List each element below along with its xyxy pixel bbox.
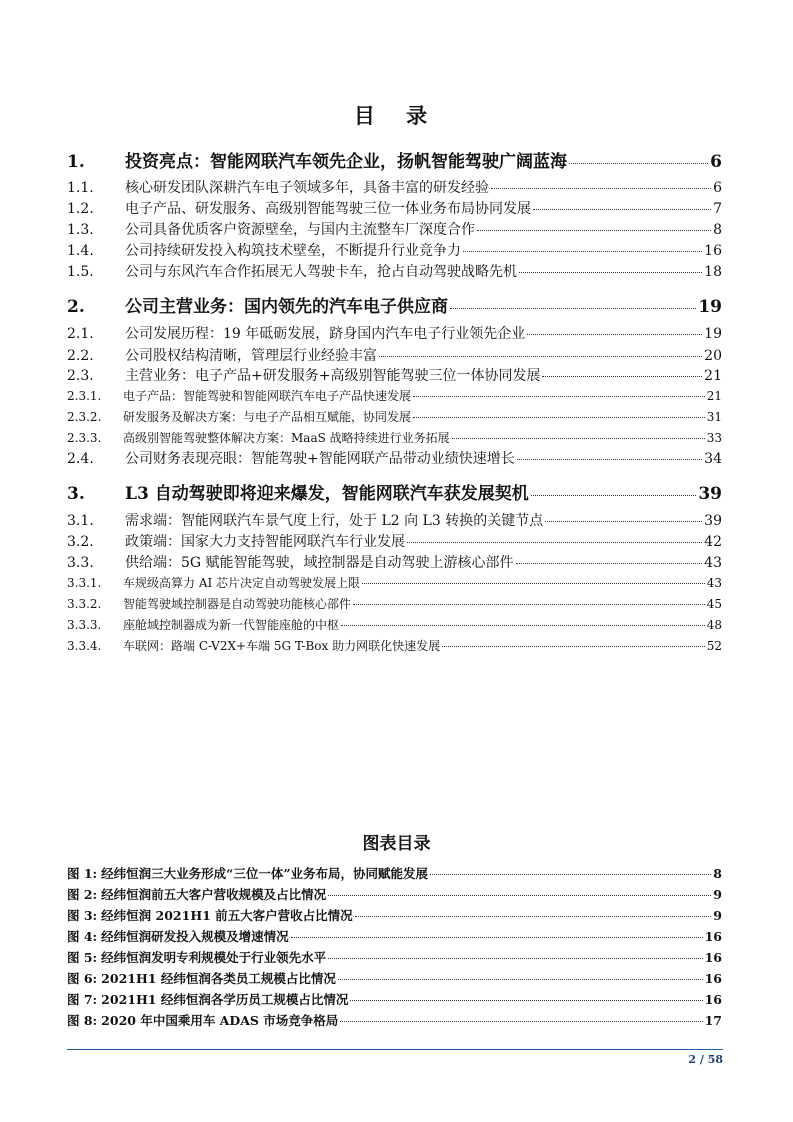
- dot-leader: [477, 230, 711, 231]
- entry-page: 19: [704, 326, 722, 342]
- dot-leader: [542, 376, 702, 377]
- toc-entry[interactable]: [67, 616, 722, 633]
- entry-number: 2.: [67, 297, 85, 317]
- entry-title: 2020 年中国乘用车 ADAS 市场竞争格局: [101, 1013, 339, 1028]
- dot-leader: [328, 895, 711, 896]
- entry-number: 图 4:: [67, 929, 98, 944]
- figure-entry[interactable]: [67, 885, 722, 903]
- entry-title: 主营业务：电子产品+研发服务+高级别智能驾驶三位一体协同发展: [125, 368, 541, 384]
- figure-entry[interactable]: [67, 864, 722, 882]
- entry-page: 21: [706, 389, 722, 403]
- toc-entry[interactable]: [67, 574, 722, 591]
- entry-page: 19: [698, 297, 722, 317]
- entry-title: 研发服务及解决方案：与电子产品相互赋能，协同发展: [123, 410, 412, 424]
- dot-leader: [452, 438, 705, 439]
- dot-leader: [442, 646, 705, 647]
- toc-entry[interactable]: [67, 448, 722, 468]
- dot-leader: [379, 356, 702, 357]
- toc-entry[interactable]: [67, 387, 722, 404]
- entry-number: 2.4.: [67, 451, 94, 467]
- entry-page: 48: [706, 618, 722, 632]
- dot-leader: [413, 417, 705, 418]
- entry-number: 2.3.: [67, 368, 94, 384]
- figure-entry[interactable]: [67, 969, 722, 987]
- entry-number: 3.3.2.: [67, 597, 102, 611]
- figure-entry[interactable]: [67, 906, 722, 924]
- entry-page: 18: [704, 264, 722, 280]
- figure-entry[interactable]: [67, 990, 722, 1008]
- entry-page: 9: [713, 908, 722, 923]
- entry-page: 8: [713, 866, 722, 881]
- entry-number: 1.2.: [67, 201, 94, 217]
- entry-number: 1.4.: [67, 243, 94, 259]
- entry-page: 16: [704, 971, 722, 986]
- entry-number: 图 3:: [67, 908, 98, 923]
- figure-entry[interactable]: [67, 948, 722, 966]
- dot-leader: [491, 188, 711, 189]
- toc-entry[interactable]: [67, 345, 722, 365]
- toc-entry[interactable]: [67, 479, 722, 504]
- toc-entry[interactable]: [67, 408, 722, 425]
- dot-leader: [338, 979, 703, 980]
- page-number: 2 / 58: [688, 1053, 723, 1066]
- entry-page: 17: [704, 1013, 722, 1028]
- dot-leader: [291, 937, 703, 938]
- dot-leader: [450, 308, 696, 309]
- entry-page: 52: [706, 639, 722, 653]
- figure-entry[interactable]: [67, 927, 722, 945]
- entry-page: 43: [706, 576, 722, 590]
- entry-page: 39: [698, 484, 722, 504]
- footer-divider: [67, 1049, 723, 1050]
- toc-entry[interactable]: [67, 147, 722, 172]
- entry-title: 公司与东风汽车合作拓展无人驾驶卡车，抢占自动驾驶战略先机: [125, 264, 517, 280]
- entry-number: 1.: [67, 152, 85, 172]
- entry-page: 6: [710, 152, 722, 172]
- dot-leader: [533, 209, 711, 210]
- entry-number: 3.3.4.: [67, 639, 102, 653]
- entry-number: 1.3.: [67, 222, 94, 238]
- entry-title: 座舱域控制器成为新一代智能座舱的中枢: [123, 618, 340, 632]
- entry-page: 8: [713, 222, 722, 238]
- toc-entry[interactable]: [67, 240, 722, 260]
- entry-title: 公司主营业务：国内领先的汽车电子供应商: [125, 297, 448, 317]
- entry-number: 1.1.: [67, 180, 94, 196]
- entry-title: 经纬恒润 2021H1 前五大客户营收占比情况: [101, 908, 353, 923]
- entry-number: 图 8:: [67, 1013, 98, 1028]
- dot-leader: [362, 583, 705, 584]
- dot-leader: [527, 334, 702, 335]
- entry-title: 公司发展历程：19 年砥砺发展，跻身国内汽车电子行业领先企业: [125, 326, 526, 342]
- toc-entry[interactable]: [67, 292, 722, 317]
- toc-entry[interactable]: [67, 595, 722, 612]
- entry-title: L3 自动驾驶即将迎来爆发，智能网联汽车获发展契机: [125, 484, 529, 504]
- toc-entry[interactable]: [67, 429, 722, 446]
- entry-title: 经纬恒润前五大客户营收规模及占比情况: [101, 887, 327, 902]
- entry-title: 车联网：路端 C-V2X+车端 5G T-Box 助力网联化快速发展: [123, 639, 441, 653]
- entry-page: 45: [706, 597, 722, 611]
- entry-number: 3.3.: [67, 555, 94, 571]
- figure-entry[interactable]: [67, 1011, 722, 1029]
- toc-entry[interactable]: [67, 219, 722, 239]
- entry-number: 2.3.1.: [67, 389, 102, 403]
- dot-leader: [353, 604, 705, 605]
- entry-number: 1.5.: [67, 264, 94, 280]
- toc-entry[interactable]: [67, 323, 722, 343]
- entry-title: 经纬恒润三大业务形成“三位一体”业务布局，协同赋能发展: [101, 866, 429, 881]
- toc-entry[interactable]: [67, 261, 722, 281]
- toc-entry[interactable]: [67, 637, 722, 654]
- entry-title: 车规级高算力 AI 芯片决定自动驾驶发展上限: [123, 576, 361, 590]
- entry-title: 高级别智能驾驶整体解决方案：MaaS 战略持续进行业务拓展: [123, 431, 450, 445]
- toc-entry[interactable]: [67, 531, 722, 551]
- entry-title: 电子产品、研发服务、高级别智能驾驶三位一体业务布局协同发展: [125, 201, 531, 217]
- entry-page: 42: [704, 534, 722, 550]
- entry-title: 投资亮点：智能网联汽车领先企业，扬帆智能驾驶广阔蓝海: [125, 152, 567, 172]
- entry-number: 2.2.: [67, 348, 94, 364]
- dot-leader: [341, 625, 705, 626]
- entry-number: 图 2:: [67, 887, 98, 902]
- entry-page: 21: [704, 368, 722, 384]
- entry-title: 电子产品：智能驾驶和智能网联汽车电子产品快速发展: [123, 389, 412, 403]
- entry-page: 39: [704, 513, 722, 529]
- entry-title: 公司持续研发投入构筑技术壁垒，不断提升行业竞争力: [125, 243, 461, 259]
- entry-title: 经纬恒润研发投入规模及增速情况: [101, 929, 289, 944]
- entry-title: 公司股权结构清晰，管理层行业经验丰富: [125, 348, 377, 364]
- entry-page: 31: [706, 410, 722, 424]
- entry-number: 图 5:: [67, 950, 98, 965]
- entry-title: 2021H1 经纬恒润各类员工规模占比情况: [101, 971, 336, 986]
- dot-leader: [545, 521, 702, 522]
- entry-title: 2021H1 经纬恒润各学历员工规模占比情况: [101, 992, 349, 1007]
- dot-leader: [430, 874, 711, 875]
- entry-title: 经纬恒润发明专利规模处于行业领先水平: [101, 950, 327, 965]
- dot-leader: [413, 396, 705, 397]
- entry-number: 图 7:: [67, 992, 98, 1007]
- entry-page: 16: [704, 950, 722, 965]
- entry-page: 20: [704, 348, 722, 364]
- dot-leader: [517, 459, 702, 460]
- entry-number: 3.1.: [67, 513, 94, 529]
- entry-title: 核心研发团队深耕汽车电子领域多年，具备丰富的研发经验: [125, 180, 489, 196]
- figures-title: 图表目录: [362, 834, 431, 854]
- dot-leader: [350, 1000, 702, 1001]
- dot-leader: [531, 495, 697, 496]
- toc-entry[interactable]: [67, 198, 722, 218]
- toc-entry[interactable]: [67, 365, 722, 385]
- dot-leader: [519, 272, 702, 273]
- entry-page: 16: [704, 929, 722, 944]
- toc-title: 目 录: [353, 103, 440, 128]
- entry-number: 2.1.: [67, 326, 94, 342]
- entry-title: 供给端：5G 赋能智能驾驶，域控制器是自动驾驶上游核心部件: [125, 555, 514, 571]
- entry-page: 9: [713, 887, 722, 902]
- toc-entry[interactable]: [67, 552, 722, 572]
- entry-page: 6: [713, 180, 722, 196]
- entry-page: 33: [706, 431, 722, 445]
- dot-leader: [340, 1021, 702, 1022]
- toc-entry[interactable]: [67, 177, 722, 197]
- entry-number: 3.3.1.: [67, 576, 102, 590]
- entry-title: 政策端：国家大力支持智能网联汽车行业发展: [125, 534, 405, 550]
- entry-number: 图 6:: [67, 971, 98, 986]
- entry-number: 3.3.3.: [67, 618, 102, 632]
- dot-leader: [569, 163, 708, 164]
- entry-number: 2.3.2.: [67, 410, 102, 424]
- toc-entry[interactable]: [67, 510, 722, 530]
- dot-leader: [355, 916, 712, 917]
- entry-number: 2.3.3.: [67, 431, 102, 445]
- entry-number: 图 1:: [67, 866, 98, 881]
- entry-number: 3.: [67, 484, 85, 504]
- entry-page: 7: [713, 201, 722, 217]
- dot-leader: [463, 251, 702, 252]
- entry-page: 43: [704, 555, 722, 571]
- dot-leader: [328, 958, 702, 959]
- dot-leader: [407, 542, 702, 543]
- dot-leader: [516, 563, 703, 564]
- entry-title: 智能驾驶域控制器是自动驾驶功能核心部件: [123, 597, 352, 611]
- entry-title: 需求端：智能网联汽车景气度上行，处于 L2 向 L3 转换的关键节点: [125, 513, 544, 529]
- entry-number: 3.2.: [67, 534, 94, 550]
- entry-page: 16: [704, 992, 722, 1007]
- entry-title: 公司财务表现亮眼：智能驾驶+智能网联产品带动业绩快速增长: [125, 451, 515, 467]
- entry-page: 16: [704, 243, 722, 259]
- entry-title: 公司具备优质客户资源壁垒，与国内主流整车厂深度合作: [125, 222, 475, 238]
- entry-page: 34: [704, 451, 722, 467]
